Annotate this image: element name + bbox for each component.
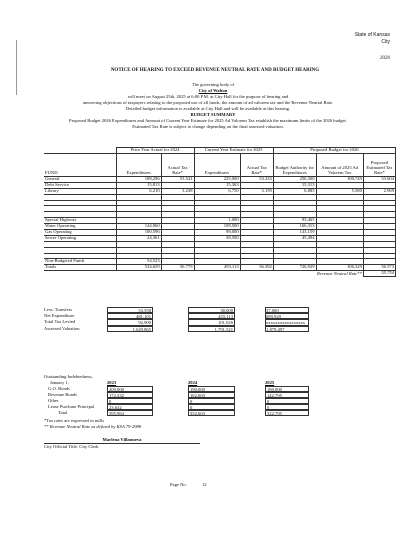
fund-value-cell: 53.604 [363, 176, 395, 182]
fund-value-cell: 56.392 [240, 265, 273, 271]
fund-name-cell: Sewer Operating [44, 235, 116, 241]
fund-name-cell: Water Operating [44, 224, 116, 230]
fund-value-cell: 2.969 [363, 188, 395, 194]
city-label: City [381, 39, 390, 45]
city-name: City of Walton [198, 88, 228, 93]
debt-year-2025: 2025 [265, 380, 275, 385]
summary-value-box: 481,101 [107, 313, 153, 319]
intro-line-1: The governing body of [191, 82, 235, 87]
fund-value-cell: 100,596 [116, 230, 161, 236]
debt-value-box: 23,632 [107, 404, 153, 410]
fund-value-cell: 6,750 [194, 188, 240, 194]
fund-value-cell: 1,000 [194, 218, 240, 224]
debt-value-box: 142,795 [265, 392, 309, 398]
intro-line-5: Proposed Budget 2026 Expenditures and Amount of Current Year Estimate for 2025 Ad Valorem Tax establish the maximum limits of the 2026 budget. [69, 118, 347, 123]
debt-value-box: 180,000 [265, 386, 309, 392]
fund-name-cell: Non-Budgeted Funds [44, 259, 116, 265]
fund-value-cell: 15,363 [194, 182, 240, 188]
summary-label: Assessed Valuation [44, 325, 80, 331]
debt-value-box: 0 [107, 398, 153, 404]
fund-value-cell: 24,361 [116, 235, 161, 241]
debt-value-box: 0 [265, 404, 309, 410]
budget-summary-title: BUDGET SUMMARY [190, 112, 236, 117]
fund-value-cell: 56.779 [161, 265, 194, 271]
debt-label: G.O. Bonds [48, 386, 70, 391]
footnote-2: ** Revenue Neutral Rate as defined by KSA 79-2988 [44, 424, 142, 429]
fund-value-cell: 3.238 [161, 188, 194, 194]
intro-line-4: Detailed budget information is available at City Hall and will be available at this hearing. [125, 106, 291, 111]
debt-year-2024: 2024 [188, 380, 198, 385]
fund-name-cell: Debt Service [44, 182, 116, 188]
summary-value-box: 1,879,497 [265, 326, 309, 332]
fund-value-cell: 256,300 [273, 176, 316, 182]
summary-label: Less: Transfers [44, 307, 72, 312]
summary-value-box: 689,929 [265, 313, 309, 319]
fund-value-cell: 98,000 [194, 230, 240, 236]
col-header-fund: FUND [44, 153, 116, 176]
fund-value-cell: 108,500 [194, 224, 240, 230]
year-label: 2026 [380, 56, 390, 61]
debt-title-1: Outstanding Indebtedness, [44, 374, 93, 379]
debt-value-box: 172,332 [107, 392, 153, 398]
fund-value-cell: 45,494 [273, 235, 316, 241]
debt-value-box: 0 [188, 404, 235, 410]
summary-value-box: 101,026 [188, 319, 235, 325]
fund-value-cell: 3.159 [240, 188, 273, 194]
summary-label: Net Expenditure [44, 313, 75, 319]
rnr-label: Revenue Neutral Rate** [317, 270, 362, 276]
fund-value-cell: 53.233 [240, 176, 273, 182]
state-label: State of Kansas [354, 32, 390, 38]
debt-label: Revenue Bonds [48, 392, 77, 397]
summary-value-box: xxxxxxxxxxxxxxxxx [265, 319, 309, 325]
fund-value-cell: 188,296 [116, 176, 161, 182]
signer-title: City Official Title: City Clerk [44, 444, 99, 449]
fund-value-cell: 144,860 [116, 224, 161, 230]
summary-value-box: 455,113 [188, 313, 235, 319]
fund-value-cell: 15,313 [273, 182, 316, 188]
fund-value-cell: 143,159 [273, 230, 316, 236]
col-header-rate-2024: Actual Tax Rate* [161, 153, 194, 176]
debt-value-box: 0 [188, 398, 235, 404]
fund-value-cell: 6,210 [116, 188, 161, 194]
summary-value-box: 92,900 [107, 319, 153, 325]
signer-name: Marlena Villanueva [102, 437, 142, 442]
fund-value-cell: 5,580 [316, 188, 363, 194]
footnote-1: *Tax rates are expressed in mills [44, 418, 105, 423]
page-label: Page No. [170, 482, 187, 487]
debt-value-box: 352,603 [188, 410, 235, 416]
debt-title-2: January 1, [50, 380, 69, 385]
margin-mark [16, 40, 17, 95]
col-header-rate-2025: Actual Tax Rate* [240, 153, 273, 176]
col-header-adval-2026: Amount of 2025 Ad Valorem Tax [316, 153, 363, 176]
intro-line-6: Estimated Tax Rate is subject to change depending on the final assessed valuation. [132, 124, 284, 129]
notice-title: NOTICE OF HEARING TO EXCEED REVENUE NEUTRAL RATE AND BUDGET HEARING [110, 68, 320, 73]
col-header-exp-2024: Expenditures [116, 153, 161, 176]
debt-label: Total [58, 410, 68, 415]
page-number: 12 [202, 482, 207, 487]
group-header-2024: Prior Year Actual for 2024 [116, 148, 194, 154]
fund-value-cell: 726,929 [273, 265, 316, 271]
debt-value-box: 322,795 [265, 410, 309, 416]
col-header-rate-2026: Proposed Estimated Tax Rate* [363, 153, 395, 176]
fund-value-cell: 534,659 [116, 265, 161, 271]
group-header-2025: Current Year Estimate for 2025 [194, 148, 273, 154]
fund-name-cell: Special Highway [44, 218, 116, 224]
fund-name-cell: General [44, 176, 116, 182]
fund-value-cell: 53.541 [161, 176, 194, 182]
fund-value-cell: 493,113 [194, 265, 240, 271]
fund-value-cell: 93,465 [273, 218, 316, 224]
fund-name-cell: Gas Operating [44, 230, 116, 236]
intro-line-2: will meet on August 25th, 2025 at 6:00 P.M. at City Hall for the purpose of hearing and [127, 94, 289, 99]
fund-value-cell: 106,329 [316, 265, 363, 271]
debt-value-box: 200,000 [107, 386, 153, 392]
fund-value-cell: 38,500 [194, 235, 240, 241]
fund-value-cell: 6,885 [273, 188, 316, 194]
col-header-authority-2026: Budget Authority for Expenditures [273, 153, 316, 176]
col-header-exp-2025: Expenditures [194, 153, 240, 176]
budget-table [44, 147, 396, 277]
summary-value-box: 53,558 [107, 307, 153, 313]
summary-value-box: 37,000 [265, 307, 309, 313]
fund-name-cell: Library [44, 188, 116, 194]
debt-value-box: 0 [265, 398, 309, 404]
debt-label: Other [48, 398, 59, 403]
debt-value-box: 162,603 [188, 392, 235, 398]
fund-value-cell: 54,523 [116, 259, 161, 265]
fund-value-cell: 225,000 [194, 176, 240, 182]
fund-value-cell: 56.573 [363, 265, 395, 271]
fund-value-cell: 15,813 [116, 182, 161, 188]
fund-value-cell: 100,749 [316, 176, 363, 182]
summary-value-box: 1,791,521 [188, 326, 235, 332]
debt-label: Lease Purchase Principal [48, 404, 95, 409]
group-header-2026: Proposed Budget for 2026 [273, 148, 395, 154]
summary-value-box: 1,629,865 [107, 326, 153, 332]
debt-value-box: 190,000 [188, 386, 235, 392]
fund-name-cell: Totals [44, 265, 116, 271]
debt-year-2023: 2023 [107, 380, 117, 385]
rnr-value: 55.754 [363, 271, 395, 277]
intro-line-3: answering objections of taxpayers relating to the proposed use of all funds, the amount of ad valorem tax and the Revenue Neutral Rate. [82, 100, 334, 105]
debt-value-box: 395,964 [107, 410, 153, 416]
summary-label: Total Tax Levied [44, 319, 76, 325]
summary-value-box: 38,000 [188, 307, 235, 313]
fund-value-cell: 166,313 [273, 224, 316, 230]
